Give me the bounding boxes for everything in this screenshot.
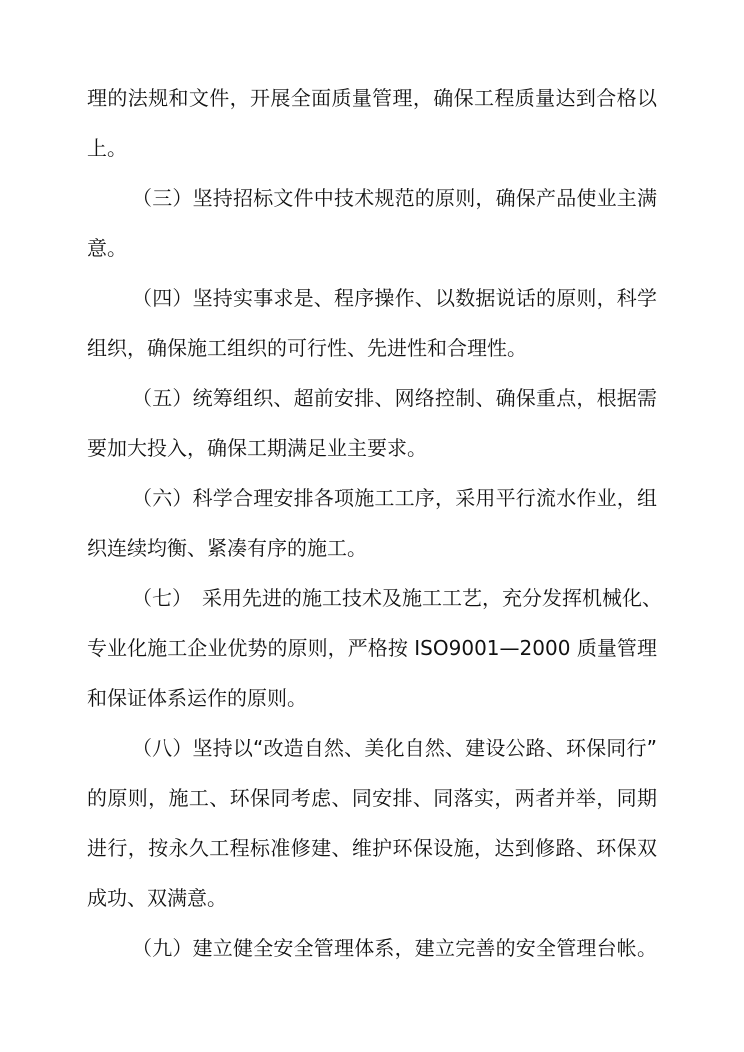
text-line: （六）科学合理安排各项施工工序，采用平行流水作业，组 [132, 486, 657, 510]
text-line: 织连续均衡、紧凑有序的施工。 [87, 536, 367, 560]
text-line: 和保证体系运作的原则。 [87, 686, 307, 710]
text-line: 上。 [87, 136, 127, 160]
text-line: （八）坚持以“改造自然、美化自然、建设公路、环保同行” [132, 736, 657, 760]
text-line: 进行，按永久工程标准修建、维护环保设施，达到修路、环保双 [87, 836, 657, 860]
text-line: 理的法规和文件，开展全面质量管理，确保工程质量达到合格以 [87, 86, 657, 110]
text-line: 要加大投入，确保工期满足业主要求。 [87, 436, 427, 460]
text-line: 专业化施工企业优势的原则，严格按 ISO9001—2000 质量管理 [87, 636, 657, 660]
text-line: （五）统筹组织、超前安排、网络控制、确保重点，根据需 [132, 386, 657, 410]
text-line: （三）坚持招标文件中技术规范的原则，确保产品使业主满 [132, 186, 657, 210]
text-line: 的原则，施工、环保同考虑、同安排、同落实，两者并举，同期 [87, 786, 657, 810]
text-line: 成功、双满意。 [87, 886, 227, 910]
text-line: 组织，确保施工组织的可行性、先进性和合理性。 [87, 336, 527, 360]
text-line: （四）坚持实事求是、程序操作、以数据说话的原则，科学 [132, 286, 657, 310]
text-line: （九）建立健全安全管理体系，建立完善的安全管理台帐。 [132, 936, 657, 960]
text-line: （七） 采用先进的施工技术及施工工艺，充分发挥机械化、 [132, 586, 662, 610]
text-line: 意。 [87, 236, 127, 260]
